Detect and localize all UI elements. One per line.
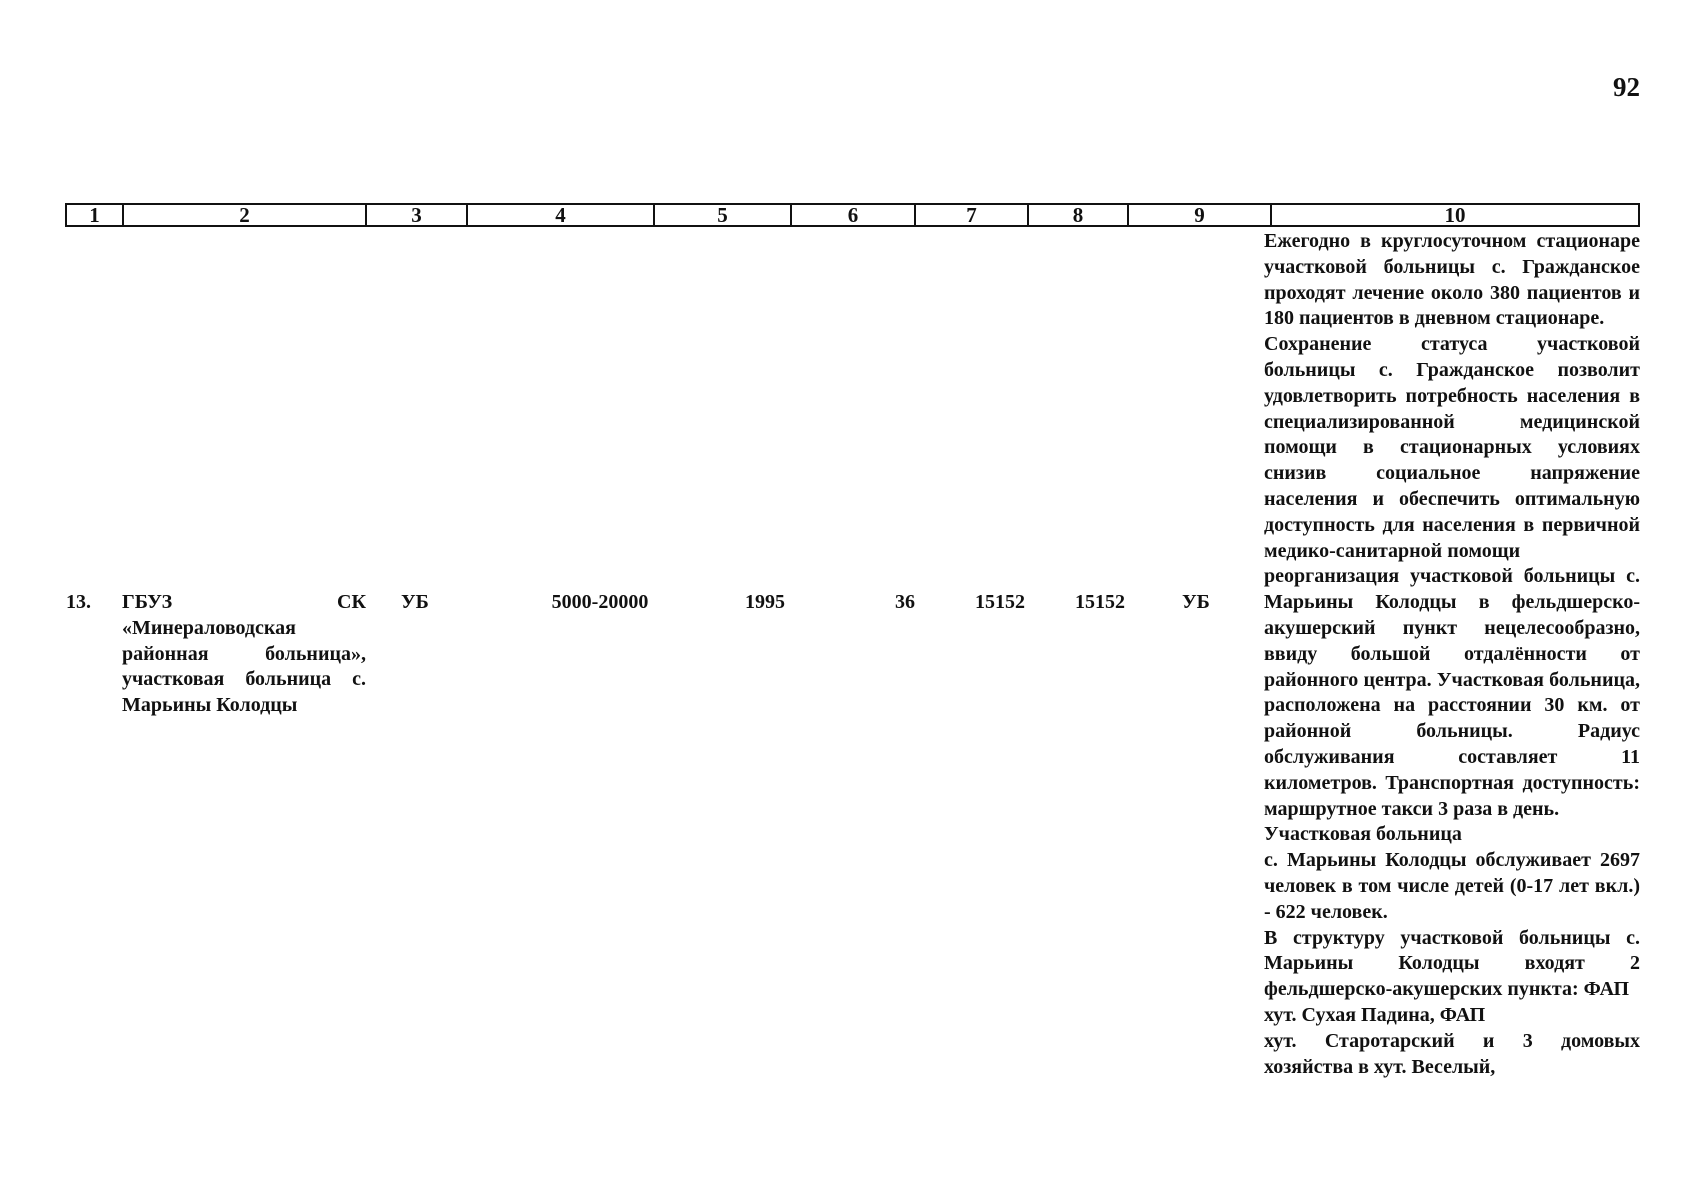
header-col-2: 2 — [124, 205, 367, 225]
row-13-col8: 15152 — [1075, 591, 1125, 613]
row-13-year: 1995 — [745, 591, 785, 613]
header-col-3: 3 — [367, 205, 468, 225]
page-number: 92 — [1613, 72, 1640, 102]
row-13-beds: 36 — [895, 591, 915, 613]
row-13-note-3: с. Марьины Колодцы обслуживает 2697 человек в том числе детей (0-17 лет вкл.) - 622 человек. — [1264, 849, 1640, 923]
row-13-number: 13. — [66, 591, 91, 613]
header-col-4: 4 — [468, 205, 655, 225]
row-13-col9: УБ — [1182, 591, 1210, 613]
notes-column — [1264, 229, 1640, 1080]
row-13-col7: 15152 — [975, 591, 1025, 613]
row-13-note-1: реорганизация участковой больницы с. Марьины Колодцы в фельдшерско-акушерский пункт нецелесообразно, ввиду большой отдалённости от районного центра. Участковая больница, расположена на расстоянии 30 км. от районной больницы. Радиус обслуживания составляет 11 километров. Транспортная доступность: маршрутное такси 3 раза в день. — [1264, 565, 1640, 820]
row-13-population: 5000-20000 — [551, 591, 649, 613]
continuation-text-2: Сохранение статуса участковой больницы с. Гражданское позволит удовлетворить потребность населения в специализированной медицинской помощи в стационарных условиях снизив социальное напряжение населения и обеспечить оптимальную доступность для населения в первичной медико-санитарной помощи — [1264, 333, 1640, 562]
row-13-type: УБ — [401, 591, 429, 613]
table-header-row — [65, 203, 1640, 227]
row-13-note-6: хут. Старотарский и 3 домовых хозяйства в хут. Веселый, — [1264, 1029, 1640, 1078]
row-13-name: ГБУЗ СК «Минераловодская районная больница», участковая больница с. Марьины Колодцы — [122, 591, 366, 717]
header-col-6: 6 — [792, 205, 916, 225]
continuation-text: Ежегодно в круглосуточном стационаре участковой больницы с. Гражданское проходят лечение около 380 пациентов и 180 пациентов в дневном стационаре. — [1264, 230, 1640, 330]
row-13-note-5: хут. Сухая Падина, ФАП — [1264, 1003, 1486, 1026]
header-col-5: 5 — [655, 205, 792, 225]
header-col-8: 8 — [1029, 205, 1129, 225]
header-col-1: 1 — [67, 205, 124, 225]
row-13-note-2: Участковая больница — [1264, 823, 1462, 846]
header-col-10: 10 — [1444, 203, 1466, 227]
header-col-9: 9 — [1129, 205, 1272, 225]
row-13-note-4: В структуру участковой больницы с. Марьины Колодцы входят 2 фельдшерско-акушерских пункта: ФАП — [1264, 926, 1640, 1001]
header-col-7: 7 — [916, 205, 1029, 225]
